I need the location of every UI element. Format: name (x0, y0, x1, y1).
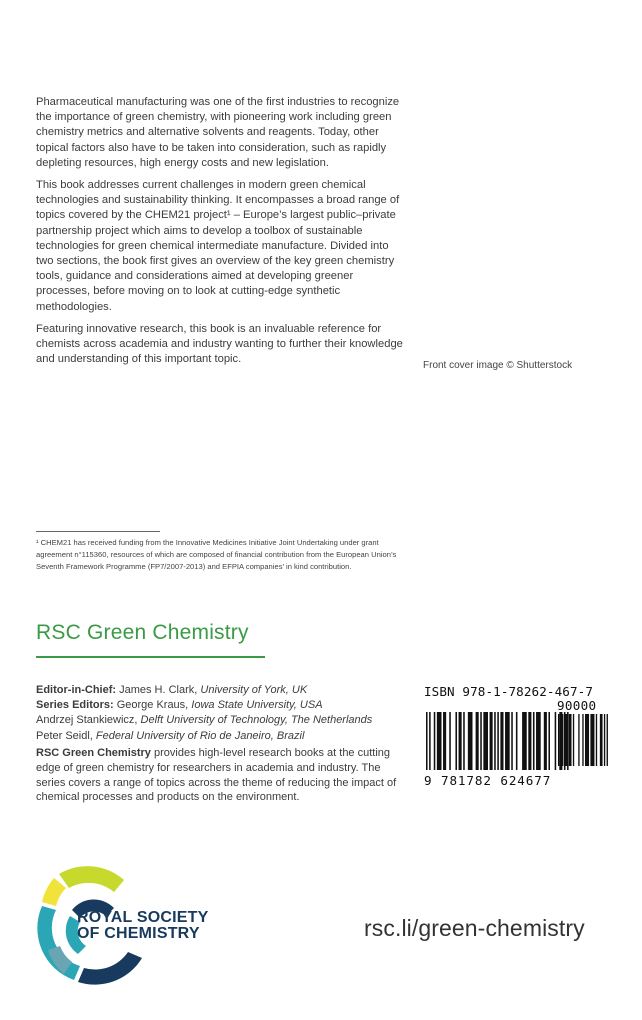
series-url: rsc.li/green-chemistry (364, 915, 585, 941)
blurb-paragraph-3: Featuring innovative research, this book is an invaluable reference for chemists across academia and industry wanting to further their knowledge and understanding of this important topic. (36, 322, 403, 366)
barcode-addon-bars (558, 714, 608, 766)
editor-in-chief-affiliation: University of York, UK (200, 684, 308, 696)
barcode-addon-digits: 90000 (557, 698, 597, 713)
series-editor-line-3 (36, 729, 416, 744)
logo-wordmark-line-2: OF CHEMISTRY (77, 925, 200, 942)
series-editor-name-3: Peter Seidl, (36, 729, 96, 742)
editor-in-chief-line (36, 683, 416, 698)
series-editor-affiliation-1: Iowa State University, USA (191, 699, 323, 712)
isbn-label: ISBN 978-1-78262-467-7 (424, 684, 594, 699)
logo-arc-yellow (59, 866, 124, 892)
series-description-text: provides high-level research books at the cutting edge of green chemistry for researchers in academia and industry. The series covers a range of topics across the theme of reducing the impact of chemical processes and products on the environment. (36, 747, 397, 804)
editor-in-chief-name: James H. Clark, (116, 684, 201, 696)
blurb-paragraph-1: Pharmaceutical manufacturing was one of the first industries to recognize the importance of green chemistry, with pioneering work including green chemistry metrics and alternative solvents and reagents. Today, other topical factors also have to be taken into consideration, such as rapidly depleting resources, high energy costs and new legislation. (36, 96, 400, 169)
blurb-paragraph-2: This book addresses current challenges in modern green chemical technologies and sustainability thinking. It encompasses a broad range of topics covered by the CHEM21 project¹ – Europe’s largest public–private partnership project which aims to develop a toolbox of sustainable technologies for green chemical intermediate manufacture. Divided into two sections, the book first gives an overview of the key green chemistry tools, guidance and considerations aimed at developing greener processes, before moving on to look at cutting-edge synthetic methodologies. (36, 179, 400, 313)
series-title-underline (36, 656, 265, 658)
editor-in-chief-label: Editor-in-Chief: (36, 684, 117, 696)
series-editor-affiliation-2: Delft University of Technology, The Netherlands (140, 714, 373, 727)
logo-wordmark-line-1: ROYAL SOCIETY (77, 909, 209, 926)
barcode-digits: 9 781782 624677 (424, 773, 552, 788)
barcode-bars (426, 712, 569, 770)
back-cover-blurb (36, 95, 408, 374)
logo-arc-navy (78, 952, 142, 985)
series-editor-affiliation-3: Federal University of Rio de Janeiro, Brazil (95, 729, 305, 742)
logo-arc-yellow-bright (42, 878, 66, 906)
footnote: ¹ CHEM21 has received funding from the Innovative Medicines Initiative Joint Undertaking under grant agreement n°115360, resources of which are composed of financial contribution from the European Union’s Seventh Framework Programme (FP7/2007-2013) and EFPIA companies’ in kind contribution. (36, 538, 397, 572)
series-description-title: RSC Green Chemistry (36, 747, 151, 759)
series-editor-name-2: Andrzej Stankiewicz, (36, 714, 141, 727)
series-editor-line-2 (36, 713, 416, 728)
cover-image-credit: Front cover image © Shutterstock (423, 360, 573, 371)
series-editor-name-1: George Kraus, (113, 699, 192, 712)
series-editor-line-1 (36, 698, 416, 713)
series-editors (36, 683, 416, 744)
series-title: RSC Green Chemistry (36, 621, 249, 644)
rsc-logo-wordmark (77, 910, 209, 942)
series-description (36, 746, 408, 805)
series-editors-label: Series Editors: (36, 699, 114, 712)
footnote-divider (36, 531, 160, 532)
